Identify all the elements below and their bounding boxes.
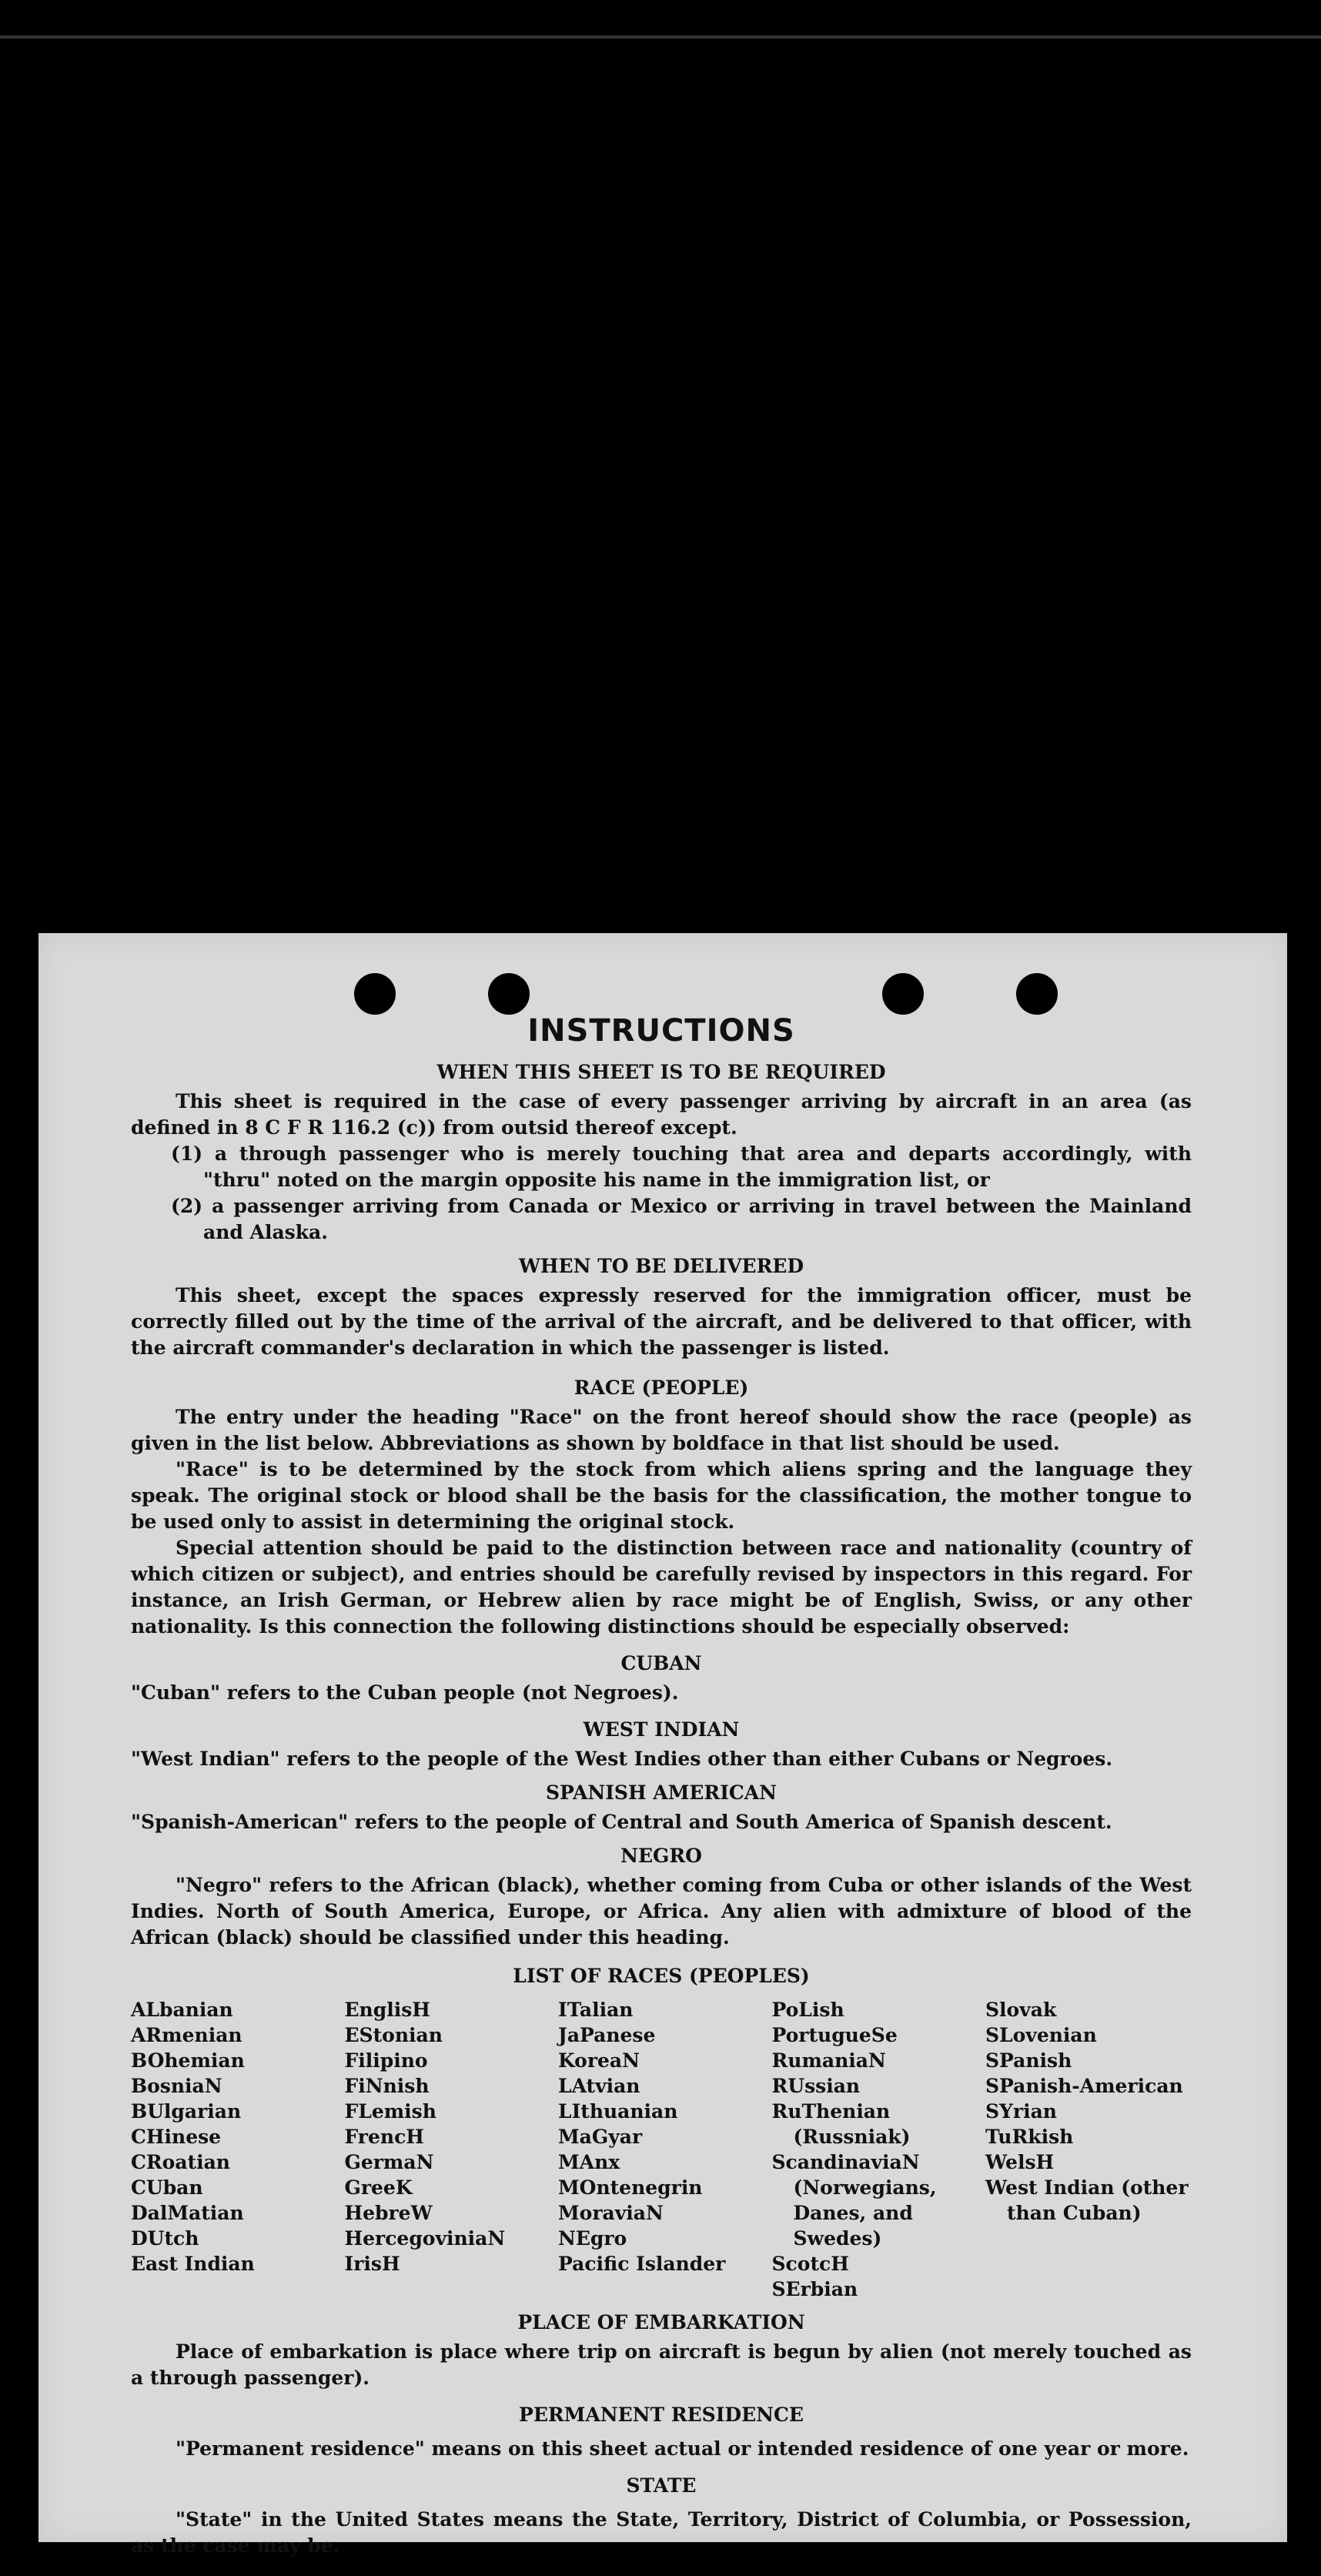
race-entry: IrisH xyxy=(344,2253,400,2275)
section-when-delivered xyxy=(131,1253,1192,1361)
paragraph: "Cuban" refers to the Cuban people (not Negroes). xyxy=(131,1681,679,1704)
race-entry: West Indian (other than Cuban) xyxy=(985,2176,1189,2224)
race-entry: SLovenian xyxy=(985,2024,1097,2046)
section-heading: RACE (PEOPLE) xyxy=(574,1377,749,1399)
race-entry: HercegoviniaN xyxy=(344,2227,506,2250)
races-column xyxy=(131,1997,337,2302)
paragraph: Place of embarkation is place where trip on aircraft is begun by alien (not merely touched as a through passenger). xyxy=(131,2340,1192,2389)
race-entry: RUssian xyxy=(771,2075,861,2097)
punch-hole xyxy=(354,973,396,1015)
section-heading: NEGRO xyxy=(620,1845,702,1867)
paragraph: "Negro" refers to the African (black), whether coming from Cuba or other islands of the West Indies. North of South America, Europe, or Africa. Any alien with admixture of blood of the African (black) should be classified under this heading. xyxy=(131,1874,1192,1949)
race-entry: GreeK xyxy=(344,2176,413,2199)
section-list-of-races xyxy=(131,1963,1192,2302)
race-entry: WelsH xyxy=(985,2151,1055,2173)
race-entry: SPanish-American xyxy=(985,2075,1183,2097)
races-table xyxy=(131,1997,1192,2302)
race-entry: RuThenian (Russniak) xyxy=(771,2100,911,2148)
race-entry: LIthuanian xyxy=(558,2100,678,2123)
section-heading: PLACE OF EMBARKATION xyxy=(517,2311,805,2333)
paragraph: "West Indian" refers to the people of the West Indies other than either Cubans or Negroes. xyxy=(131,1748,1113,1770)
paragraph: "Permanent residence" means on this sheet actual or intended residence of one year or more. xyxy=(176,2437,1189,2460)
race-entry: ITalian xyxy=(558,1999,634,2021)
race-entry: CUban xyxy=(131,2176,203,2199)
race-entry: PoLish xyxy=(771,1999,844,2021)
paragraph: "Spanish-American" refers to the people of Central and South America of Spanish descent. xyxy=(131,1811,1112,1833)
race-entry: KoreaN xyxy=(558,2049,640,2072)
section-negro xyxy=(131,1843,1192,1951)
race-entry: Slovak xyxy=(985,1999,1057,2021)
races-column xyxy=(772,1997,978,2302)
race-entry: BOhemian xyxy=(131,2049,245,2072)
race-entry: RumaniaN xyxy=(771,2049,886,2072)
race-entry: MoraviaN xyxy=(558,2202,664,2224)
instruction-sheet xyxy=(38,933,1287,2557)
section-heading: WEST INDIAN xyxy=(583,1718,740,1741)
race-entry: CHinese xyxy=(131,2126,222,2148)
paragraph: This sheet is required in the case of every passenger arriving by aircraft in an area (as defined in 8 C F R 116.2 (c)) from outsid thereof except. xyxy=(131,1090,1192,1139)
document-title: INSTRUCTIONS xyxy=(527,1013,795,1049)
race-entry: SYrian xyxy=(985,2100,1057,2123)
race-entry: FrencH xyxy=(344,2126,424,2148)
race-entry: EStonian xyxy=(344,2024,443,2046)
scanner-edge-line xyxy=(0,35,1321,38)
race-entry: FLemish xyxy=(344,2100,436,2123)
punch-hole xyxy=(488,973,530,1015)
section-place-of-embarkation xyxy=(131,2310,1192,2391)
section-when-required xyxy=(131,1059,1192,1246)
race-entry: MAnx xyxy=(558,2151,620,2173)
paragraph: This sheet, except the spaces expressly reserved for the immigration officer, must be correctly filled out by the time of the arrival of the aircraft, and be delivered to that officer, with the aircraft commander's declaration in which the passenger is listed. xyxy=(131,1284,1192,1359)
race-entry: BosniaN xyxy=(131,2075,222,2097)
section-heading: LIST OF RACES (PEOPLES) xyxy=(513,1965,810,1987)
list-item: (1) a through passenger who is merely touching that area and departs accordingly, with "thru" noted on the margin opposite his name in the immigration list, or xyxy=(171,1142,1192,1191)
race-entry: Pacific Islander xyxy=(558,2253,726,2275)
race-entry: CRoatian xyxy=(131,2151,230,2173)
section-heading: CUBAN xyxy=(620,1652,702,1674)
race-entry: HebreW xyxy=(344,2202,433,2224)
paragraph: Special attention should be paid to the distinction between race and nationality (country of which citizen or subject), and entries should be carefully revised by inspectors in this regard. For instance, an Irish German, or Hebrew alien by race might be of English, Swiss, or any other nationality. Is this connection the following distinctions should be especially observed: xyxy=(131,1537,1192,1638)
document-body xyxy=(131,1010,1192,2559)
list-item: (2) a passenger arriving from Canada or Mexico or arriving in travel between the Mainland and Alaska. xyxy=(171,1195,1192,1243)
section-cuban xyxy=(131,1651,1192,1706)
race-entry: NEgro xyxy=(558,2227,627,2250)
race-entry: ScandinaviaN (Norwegians, Danes, and Swedes) xyxy=(771,2151,937,2250)
race-entry: JaPanese xyxy=(558,2024,656,2046)
race-entry: ScotcH xyxy=(771,2253,849,2275)
section-heading: SPANISH AMERICAN xyxy=(545,1781,778,1804)
races-column xyxy=(558,1997,764,2302)
race-entry: DUtch xyxy=(131,2227,199,2250)
race-entry: FiNnish xyxy=(344,2075,430,2097)
race-entry: Filipino xyxy=(344,2049,428,2072)
race-entry: MOntenegrin xyxy=(558,2176,703,2199)
race-entry: GermaN xyxy=(344,2151,434,2173)
paragraph: "State" in the United States means the State, Territory, District of Columbia, or Possession, as the case may be. xyxy=(131,2508,1192,2557)
races-column xyxy=(985,1997,1192,2302)
race-entry: MaGyar xyxy=(558,2126,643,2148)
race-entry: BUlgarian xyxy=(131,2100,242,2123)
section-heading: WHEN TO BE DELIVERED xyxy=(518,1255,804,1277)
race-entry: East Indian xyxy=(131,2253,255,2275)
races-column xyxy=(345,1997,551,2302)
race-entry: PortugueSe xyxy=(771,2024,898,2046)
paragraph: The entry under the heading "Race" on the front hereof should show the race (people) as given in the list below. Abbreviations as shown by boldface in that list should be used. xyxy=(131,1406,1192,1454)
section-heading: STATE xyxy=(626,2474,697,2497)
paragraph: "Race" is to be determined by the stock from which aliens spring and the language they speak. The original stock or blood shall be the basis for the classification, the mother tongue to be used only to assist in determining the original stock. xyxy=(131,1458,1192,1533)
race-entry: SPanish xyxy=(985,2049,1072,2072)
race-entry: TuRkish xyxy=(985,2126,1074,2148)
section-state xyxy=(131,2473,1192,2559)
section-heading: PERMANENT RESIDENCE xyxy=(519,2404,804,2426)
section-permanent-residence xyxy=(131,2402,1192,2462)
race-entry: EnglisH xyxy=(344,1999,430,2021)
section-spanish-american xyxy=(131,1780,1192,1835)
punch-hole xyxy=(1016,973,1058,1015)
section-race xyxy=(131,1375,1192,1640)
race-entry: SErbian xyxy=(771,2278,858,2300)
race-entry: ALbanian xyxy=(131,1999,233,2021)
race-entry: ARmenian xyxy=(131,2024,242,2046)
section-west-indian xyxy=(131,1717,1192,1772)
race-entry: LAtvian xyxy=(558,2075,640,2097)
punch-hole xyxy=(882,973,924,1015)
section-heading: WHEN THIS SHEET IS TO BE REQUIRED xyxy=(436,1061,886,1083)
race-entry: DalMatian xyxy=(131,2202,244,2224)
